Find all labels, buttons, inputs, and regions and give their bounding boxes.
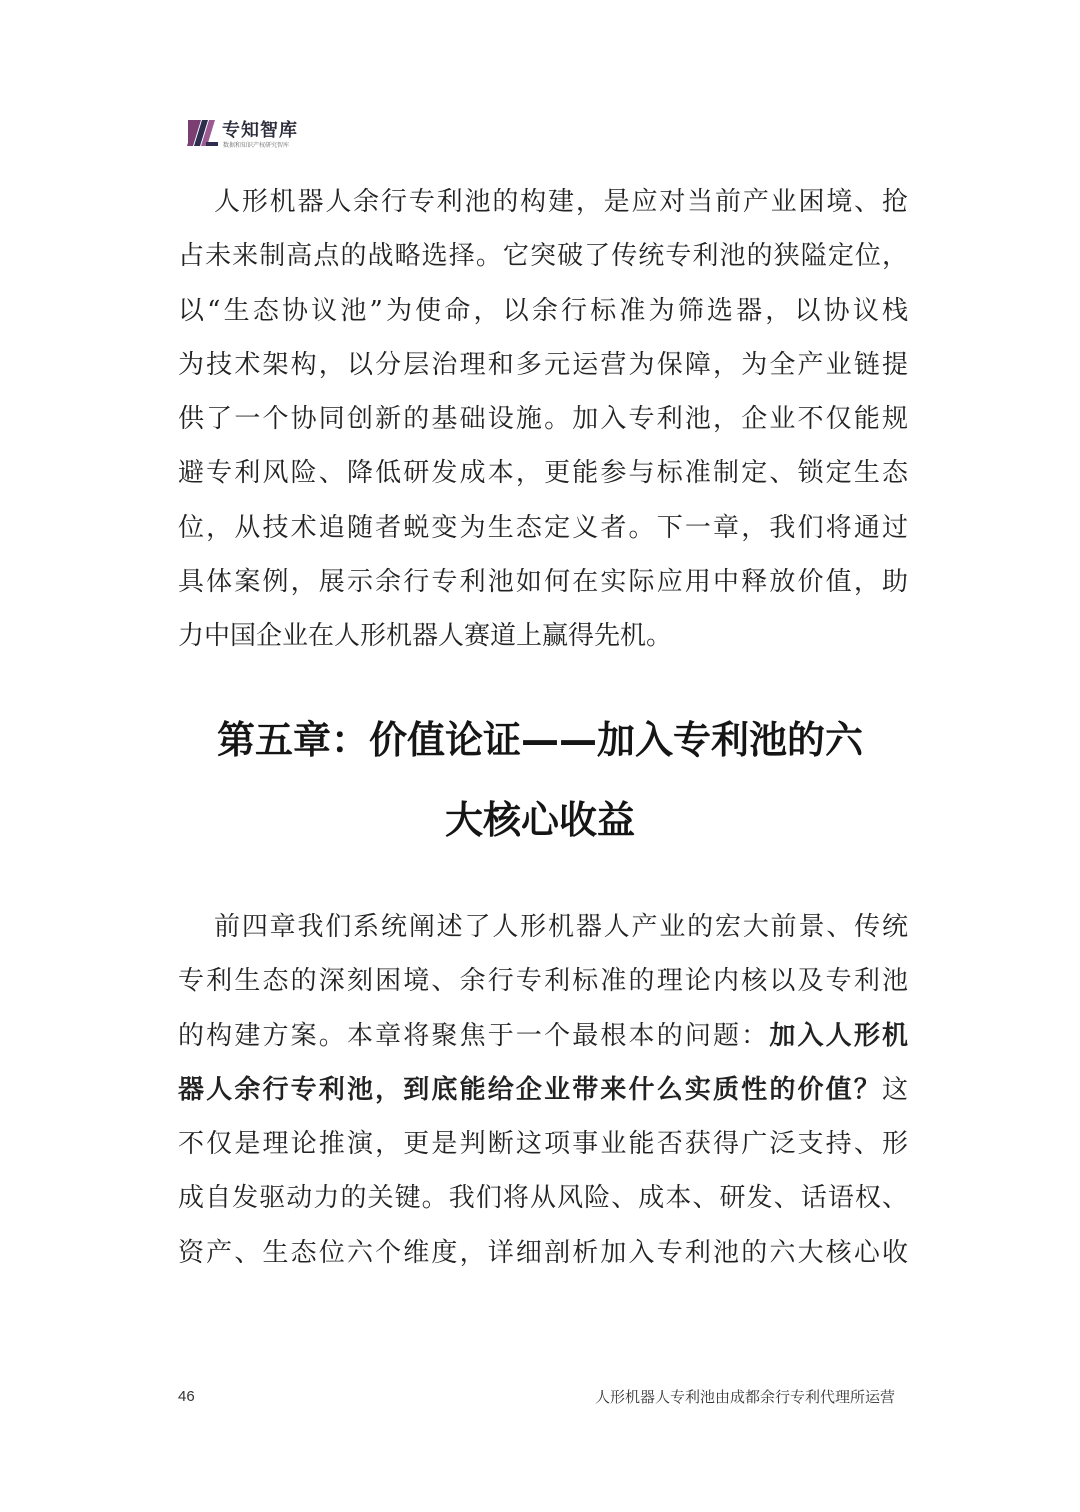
- footer-note: 人形机器人专利池由成都余行专利代理所运营: [594, 1388, 895, 1406]
- paragraph-line: 前四章我们系统阐述了人形机器人产业的宏大前景、传统: [214, 912, 908, 942]
- paragraph-line: 专利生态的深刻困境、余行专利标准的理论内核以及专利池: [178, 966, 908, 997]
- paragraph-line: 避专利风险、降低研发成本，更能参与标准制定、锁定生态: [178, 458, 908, 489]
- paragraph-line: 占未来制高点的战略选择。它突破了传统专利池的狭隘定位，: [178, 241, 908, 272]
- paragraph-line: 力中国企业在人形机器人赛道上赢得先机。: [178, 621, 673, 652]
- paragraph-line: 为技术架构，以分层治理和多元运营为保障，为全产业链提: [178, 349, 908, 380]
- paragraph-line: 资产、生态位六个维度，详细剖析加入专利池的六大核心收: [178, 1237, 908, 1268]
- chapter-title-line-2: 大核心收益: [444, 798, 635, 842]
- paragraph-line: 位，从技术追随者蜕变为生态定义者。下一章，我们将通过: [178, 512, 908, 543]
- logo-title: 专知智库: [222, 120, 298, 141]
- paragraph-line: 具体案例，展示余行专利池如何在实际应用中释放价值，助: [178, 567, 908, 598]
- paragraph-line: 不仅是理论推演，更是判断这项事业能否获得广泛支持、形: [178, 1129, 908, 1160]
- text-normal: 这: [881, 1074, 908, 1105]
- text-emphasis: 器人余行专利池，到底能给企业带来什么实质性的价值？: [178, 1074, 882, 1105]
- chapter-title: [150, 700, 930, 860]
- text-emphasis: 加入人形机: [769, 1020, 908, 1051]
- brand-logo: [186, 116, 406, 150]
- paragraph-summary: [178, 175, 908, 664]
- paragraph-line: 供了一个协同创新的基础设施。加入专利池，企业不仅能规: [178, 404, 908, 435]
- logo-subtitle: 数据和知识产权研究智库: [223, 142, 290, 149]
- paragraph-intro: [178, 900, 908, 1280]
- page-number: 46: [178, 1388, 195, 1405]
- chapter-title-line-1: 第五章：价值论证——加入专利池的六: [216, 718, 863, 762]
- text-normal: 的构建方案。本章将聚焦于一个最根本的问题：: [178, 1020, 770, 1051]
- paragraph-line: 以“生态协议池”为使命，以余行标准为筛选器，以协议栈: [178, 295, 908, 326]
- logo-mark-icon: [186, 116, 220, 150]
- paragraph-line: 人形机器人余行专利池的构建，是应对当前产业困境、抢: [214, 187, 908, 217]
- paragraph-line: 成自发驱动力的关键。我们将从风险、成本、研发、话语权、: [178, 1183, 908, 1214]
- paragraph-line: [178, 1009, 908, 1063]
- paragraph-line: [178, 1063, 908, 1117]
